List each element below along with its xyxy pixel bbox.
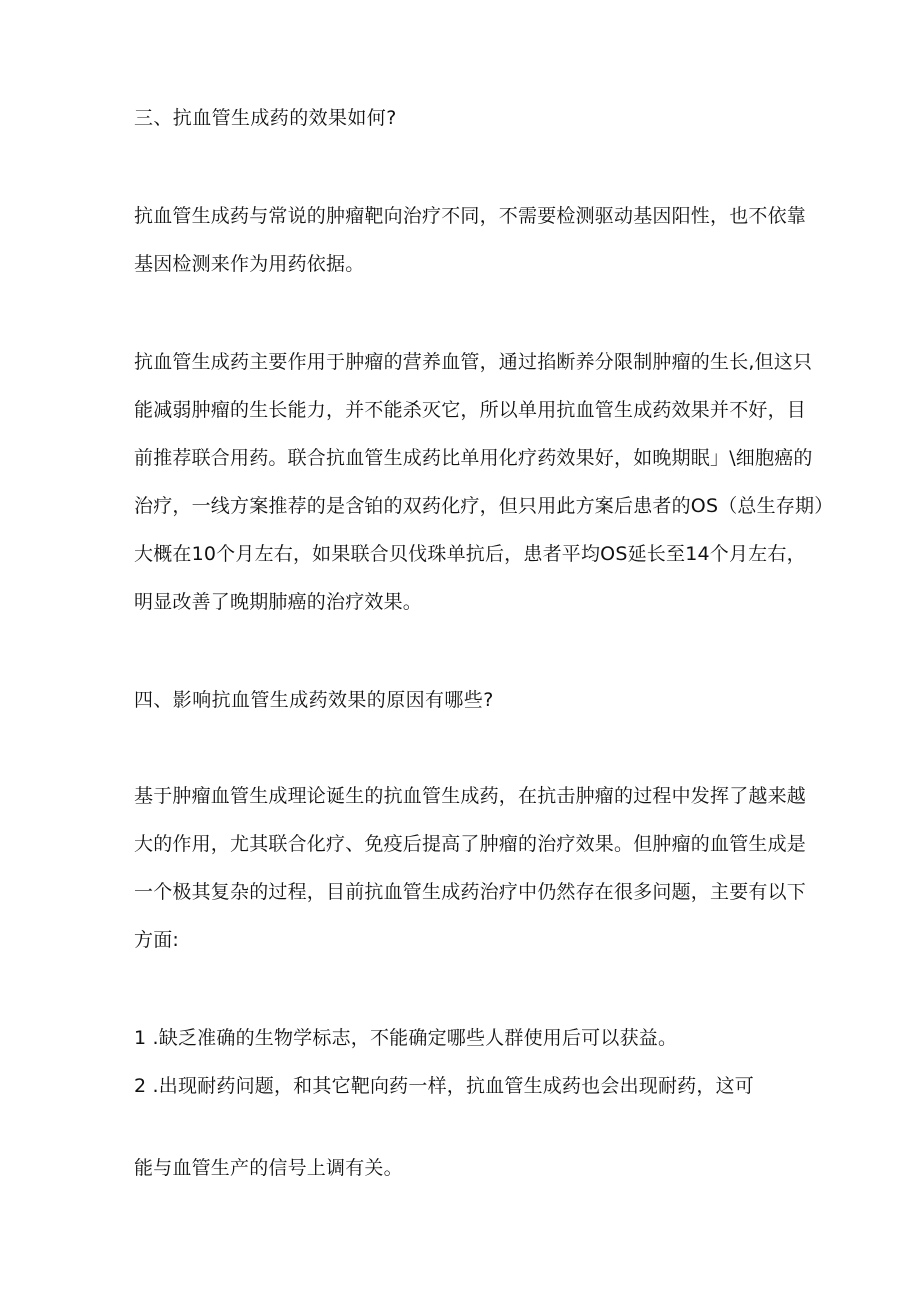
section-3-paragraph-2-line-3: 前推荐联合用药。联合抗血管生成药比单用化疗药效果好，如晚期眠」\细胞癌的 (134, 447, 813, 469)
section-3-paragraph-2-line-1: 抗血管生成药主要作用于肿瘤的营养血管，通过掐断养分限制肿瘤的生长,但这只 (134, 351, 813, 373)
section-3-paragraph-2-line-6: 明显改善了晚期肺癌的治疗效果。 (134, 591, 423, 613)
section-4-list-item-2-continuation: 能与血管生产的信号上调有关。 (134, 1157, 403, 1179)
section-4-heading: 四、影响抗血管生成药效果的原因有哪些? (134, 689, 494, 711)
section-3-paragraph-1-line-1: 抗血管生成药与常说的肿瘤靶向治疗不同，不需要检测驱动基因阳性，也不依靠 (134, 205, 807, 227)
section-4-paragraph-1-line-4: 方面: (134, 929, 180, 951)
section-3-paragraph-2-line-2: 能减弱肿瘤的生长能力，并不能杀灭它，所以单用抗血管生成药效果并不好，目 (134, 399, 807, 421)
section-3-paragraph-1-line-2: 基因检测来作为用药依据。 (134, 253, 365, 275)
section-4-list-item-2: 2 .出现耐药问题，和其它靶向药一样，抗血管生成药也会出现耐药，这可 (134, 1075, 754, 1097)
section-4-paragraph-1-line-3: 一个极其复杂的过程，目前抗血管生成药治疗中仍然存在很多问题，主要有以下 (134, 881, 807, 903)
section-4-list-item-1: 1 .缺乏准确的生物学标志，不能确定哪些人群使用后可以获益。 (134, 1027, 678, 1049)
section-4-paragraph-1-line-2: 大的作用，尤其联合化疗、免疫后提高了肿瘤的治疗效果。但肿瘤的血管生成是 (134, 833, 807, 855)
section-4-paragraph-1-line-1: 基于肿瘤血管生成理论诞生的抗血管生成药，在抗击肿瘤的过程中发挥了越来越 (134, 785, 807, 807)
section-3-heading: 三、抗血管生成药的效果如何? (134, 107, 397, 129)
section-3-paragraph-2-line-5: 大概在10个月左右，如果联合贝伐珠单抗后，患者平均OS延长至14个月左右， (134, 543, 806, 565)
section-3-paragraph-2-line-4: 治疗，一线方案推荐的是含铂的双药化疗，但只用此方案后患者的OS（总生存期） (134, 495, 834, 517)
